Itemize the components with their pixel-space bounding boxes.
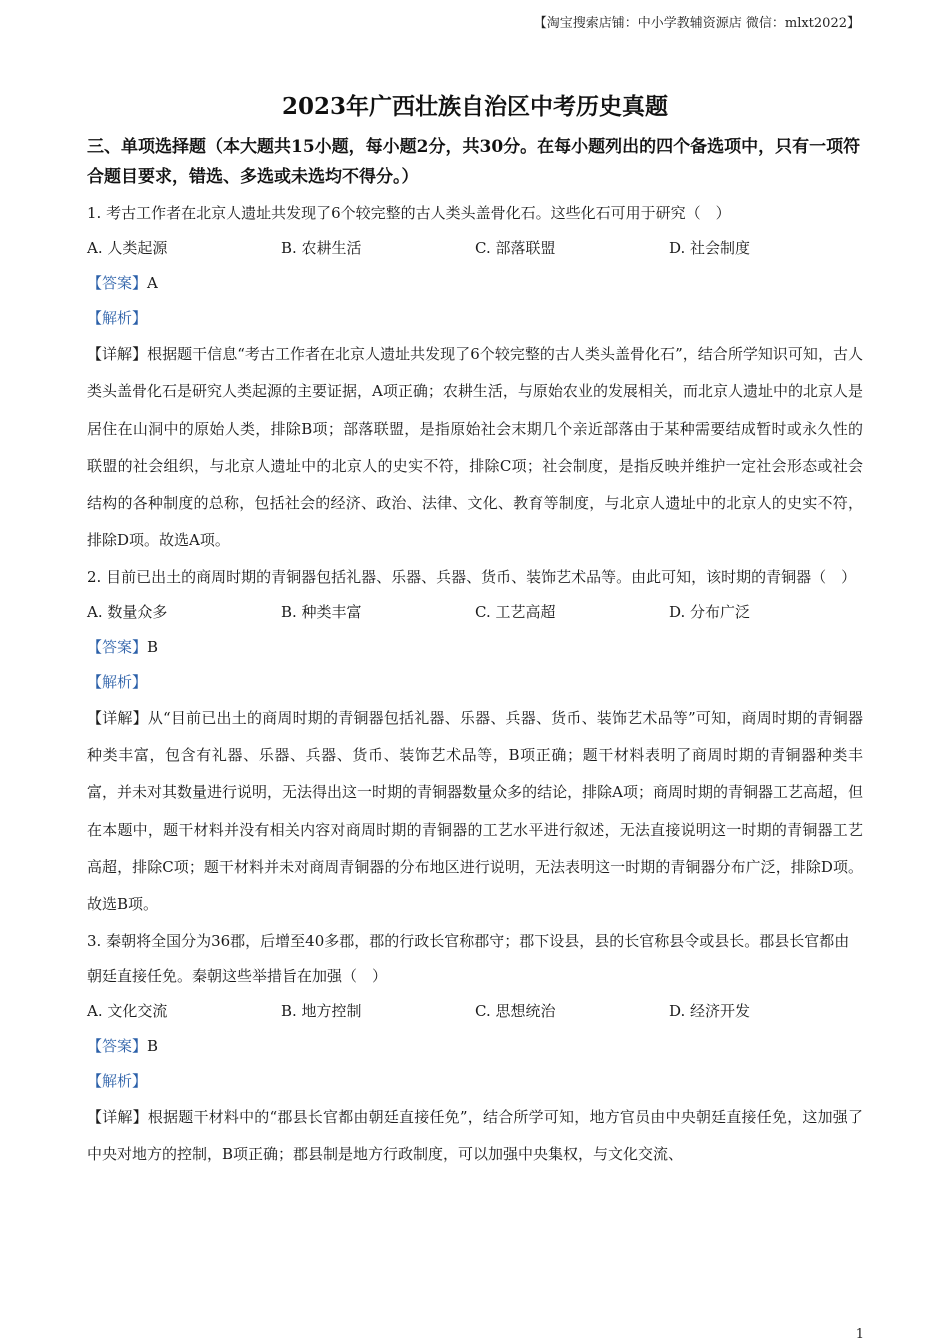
option-d: D. 社会制度: [669, 239, 751, 257]
detail-tag: 【详解】: [87, 708, 148, 727]
option-c: C. 工艺高超: [475, 602, 556, 621]
analysis-line: [87, 301, 863, 336]
option-d: D. 分布广泛: [669, 602, 751, 621]
answer-value: A: [147, 274, 158, 292]
detail-text: 根据题干信息“考古工作者在北京人遗址共发现了6个较完整的古人类头盖骨化石”，结合所学知识可知，古人类头盖骨化石是研究人类起源的主要证据，A项正确；农耕生活，与原始农业的发展相关，而北京人遗址中的北京人是居住在山洞中的原始人类，排除B项；部落联盟，是指原始社会末期几个亲近部落由于某种需要结成暂时或永久性的联盟的社会组织，与北京人遗址中的北京人的史实不符，排除C项；社会制度，是指反映并维护一定社会形态或社会结构的各种制度的总称，包括社会的经济、政治、法律、文化、教育等制度，与北京人遗址中的北京人的史实不符，排除D项。故选A项。: [87, 345, 863, 550]
detail-tag: 【详解】: [87, 345, 148, 363]
question-1: [87, 196, 863, 560]
question-stem: 2. 目前已出土的商周时期的青铜器包括礼器、乐器、兵器、货币、装饰艺术品等。由此可知，该时期的青铜器（ ）: [87, 567, 857, 586]
answer-tag: 【答案】: [87, 1036, 148, 1055]
option-c: C. 部落联盟: [475, 239, 556, 257]
question-3: [87, 924, 863, 1174]
answer-value: B: [147, 637, 159, 656]
analysis-line: [87, 665, 863, 700]
question-options: [87, 231, 863, 266]
analysis-line: [87, 1064, 863, 1099]
question-stem: 3. 秦朝将全国分为36郡，后增至40多郡，郡的行政长官称郡守；郡下设县，县的长官称县令或县长。郡县长官都由朝廷直接任免。秦朝这些举措旨在加强（ ）: [87, 931, 850, 985]
detail-paragraph: [87, 700, 863, 924]
analysis-tag: 【解析】: [87, 672, 148, 691]
option-d: D. 经济开发: [669, 1001, 751, 1020]
answer-tag: 【答案】: [87, 637, 148, 656]
option-b: B. 地方控制: [281, 1001, 362, 1020]
section-heading: 三、单项选择题（本大题共15小题，每小题2分，共30分。在每小题列出的四个备选项中，只有一项符合题目要求，错选、多选或未选均不得分。）: [87, 137, 861, 187]
detail-tag: 【详解】: [87, 1107, 148, 1126]
answer-line: [87, 630, 863, 665]
option-a: A. 数量众多: [87, 602, 168, 621]
detail-paragraph: [87, 1099, 863, 1174]
answer-value: B: [147, 1036, 159, 1055]
option-b: B. 农耕生活: [281, 239, 362, 257]
option-a: A. 文化交流: [87, 1001, 168, 1020]
page-title: 2023年广西壮族自治区中考历史真题: [281, 93, 668, 120]
question-options: [87, 595, 863, 630]
answer-tag: 【答案】: [87, 274, 148, 292]
option-c: C. 思想统治: [475, 1001, 556, 1020]
question-2: [87, 560, 863, 924]
detail-text: 根据题干材料中的“郡县长官都由朝廷直接任免”，结合所学可知，地方官员由中央朝廷直接任免，这加强了中央对地方的控制，B项正确；郡县制是地方行政制度，可以加强中央集权，与文化交流、: [87, 1107, 863, 1163]
question-stem: 1. 考古工作者在北京人遗址共发现了6个较完整的古人类头盖骨化石。这些化石可用于研究（ ）: [87, 204, 731, 222]
detail-paragraph: [87, 336, 863, 560]
answer-line: [87, 266, 863, 301]
option-a: A. 人类起源: [87, 239, 168, 257]
analysis-tag: 【解析】: [87, 309, 148, 327]
detail-text: 从“目前已出土的商周时期的青铜器包括礼器、乐器、兵器、货币、装饰艺术品等”可知，商周时期的青铜器种类丰富，包含有礼器、乐器、兵器、货币、装饰艺术品等，B项正确；题干材料表明了商周时期的青铜器种类丰富，并未对其数量进行说明，无法得出这一时期的青铜器数量众多的结论，排除A项；商周时期的青铜器工艺高超，但在本题中，题干材料并没有相关内容对商周时期的青铜器的工艺水平进行叙述，无法直接说明这一时期的青铜器工艺高超，排除C项；题干材料并未对商周青铜器的分布地区进行说明，无法表明这一时期的青铜器分布广泛，排除D项。故选B项。: [87, 708, 863, 914]
header-note: 【淘宝搜索店铺：中小学教辅资源店 微信：mlxt2022】: [533, 16, 860, 31]
document-body: [87, 132, 863, 1173]
option-b: B. 种类丰富: [281, 602, 362, 621]
page-number: 1: [855, 1327, 864, 1342]
answer-line: [87, 1029, 863, 1064]
analysis-tag: 【解析】: [87, 1071, 148, 1090]
question-options: [87, 994, 863, 1029]
